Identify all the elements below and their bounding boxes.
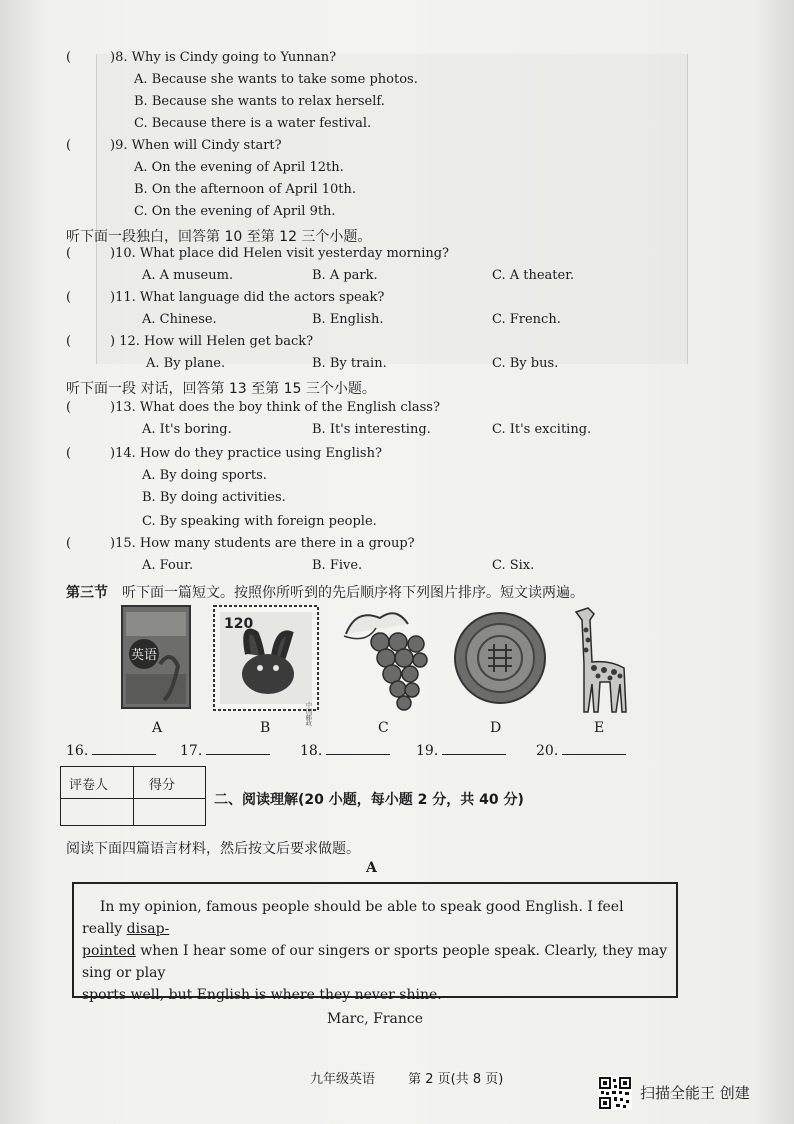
option-12c: C. By bus. <box>492 356 559 371</box>
answer-blank-20[interactable]: 20. <box>536 742 626 759</box>
option-10a: A. A museum. <box>142 268 234 283</box>
option-8c: C. Because there is a water festival. <box>134 116 372 131</box>
scanner-watermark: 扫描全能王 创建 <box>640 1084 750 1102</box>
picture-label-a: A <box>152 720 163 736</box>
option-8a: A. Because she wants to take some photos. <box>134 72 418 87</box>
question-15: ( )15. How many students are there in a group? <box>66 536 415 551</box>
option-15b: B. Five. <box>312 558 363 573</box>
question-11: ( )11. What language did the actors speak? <box>66 290 385 305</box>
option-13a: A. It's boring. <box>142 422 232 437</box>
option-9c: C. On the evening of April 9th. <box>134 204 336 219</box>
option-13c: C. It's exciting. <box>492 422 592 437</box>
option-10b: B. A park. <box>312 268 378 283</box>
question-8: ( )8. Why is Cindy going to Yunnan? <box>66 50 337 65</box>
option-12a: A. By plane. <box>146 356 226 371</box>
passage-a-box <box>72 882 678 1027</box>
picture-label-e: E <box>594 720 605 736</box>
question-9: ( )9. When will Cindy start? <box>66 138 282 153</box>
english-book-icon <box>120 604 192 714</box>
option-12b: B. By train. <box>312 356 387 371</box>
option-9a: A. On the evening of April 12th. <box>134 160 344 175</box>
passage-line-3: sports well, but English is where they never shine. <box>82 987 442 1003</box>
option-9b: B. On the afternoon of April 10th. <box>134 182 357 197</box>
option-10c: C. A theater. <box>492 268 575 283</box>
option-11b: B. English. <box>312 312 384 327</box>
page-footer: 九年级英语 第 2 页(共 8 页) <box>310 1072 504 1087</box>
option-14c: C. By speaking with foreign people. <box>142 514 377 529</box>
section-dialogue-instruction: 听下面一段 对话，回答第 13 至第 15 三个小题。 <box>66 381 376 397</box>
part2-title: 二、阅读理解(20 小题，每小题 2 分，共 40 分) <box>214 792 524 808</box>
reading-instruction: 阅读下面四篇语言材料，然后按文后要求做题。 <box>66 841 360 857</box>
option-11a: A. Chinese. <box>142 312 217 327</box>
option-13b: B. It's interesting. <box>312 422 431 437</box>
answer-blank-18[interactable]: 18. <box>300 742 390 759</box>
grader-table <box>60 766 206 826</box>
mooncake-icon <box>452 610 548 710</box>
option-15a: A. Four. <box>142 558 194 573</box>
option-8b: B. Because she wants to relax herself. <box>134 94 385 109</box>
grapes-icon <box>336 604 436 716</box>
option-14a: A. By doing sports. <box>142 468 267 483</box>
answer-blank-16[interactable]: 16. <box>66 742 156 759</box>
score-label: 得分 <box>149 778 176 793</box>
option-14b: B. By doing activities. <box>142 490 286 505</box>
section3-label: 第三节 <box>66 585 108 601</box>
reviewer-label: 评卷人 <box>69 778 109 793</box>
picture-label-d: D <box>490 720 502 736</box>
section-monologue-instruction: 听下面一段独白，回答第 10 至第 12 三个小题。 <box>66 229 372 245</box>
passage-a-label: A <box>366 860 377 876</box>
stamp-post-text: 中国邮政 <box>304 702 312 726</box>
giraffe-icon <box>566 604 638 720</box>
option-11c: C. French. <box>492 312 561 327</box>
question-14: ( )14. How do they practice using English? <box>66 446 382 461</box>
rabbit-stamp-icon <box>212 604 320 726</box>
picture-label-c: C <box>378 720 389 736</box>
book-title: 英语 <box>130 648 158 663</box>
section3-instruction: 第三节 听下面一篇短文。按照你所听到的先后顺序将下列图片排序。短文读两遍。 <box>66 585 584 601</box>
question-12: ( ) 12. How will Helen get back? <box>66 334 314 349</box>
passage-signature: Marc, France <box>326 1011 423 1027</box>
question-13: ( )13. What does the boy think of the English class? <box>66 400 440 415</box>
stamp-value: 120 <box>224 616 254 632</box>
answer-blank-19[interactable]: 19. <box>416 742 506 759</box>
question-10: ( )10. What place did Helen visit yesterday morning? <box>66 246 450 261</box>
option-15c: C. Six. <box>492 558 535 573</box>
qr-code-icon <box>598 1076 632 1110</box>
passage-line-1: In my opinion, famous people should be able to speak good English. I feel really disap- <box>82 899 624 937</box>
passage-line-2: pointed when I hear some of our singers or sports people speak. Clearly, they may sing or play <box>82 943 668 981</box>
picture-label-b: B <box>260 720 271 736</box>
answer-blank-17[interactable]: 17. <box>180 742 270 759</box>
